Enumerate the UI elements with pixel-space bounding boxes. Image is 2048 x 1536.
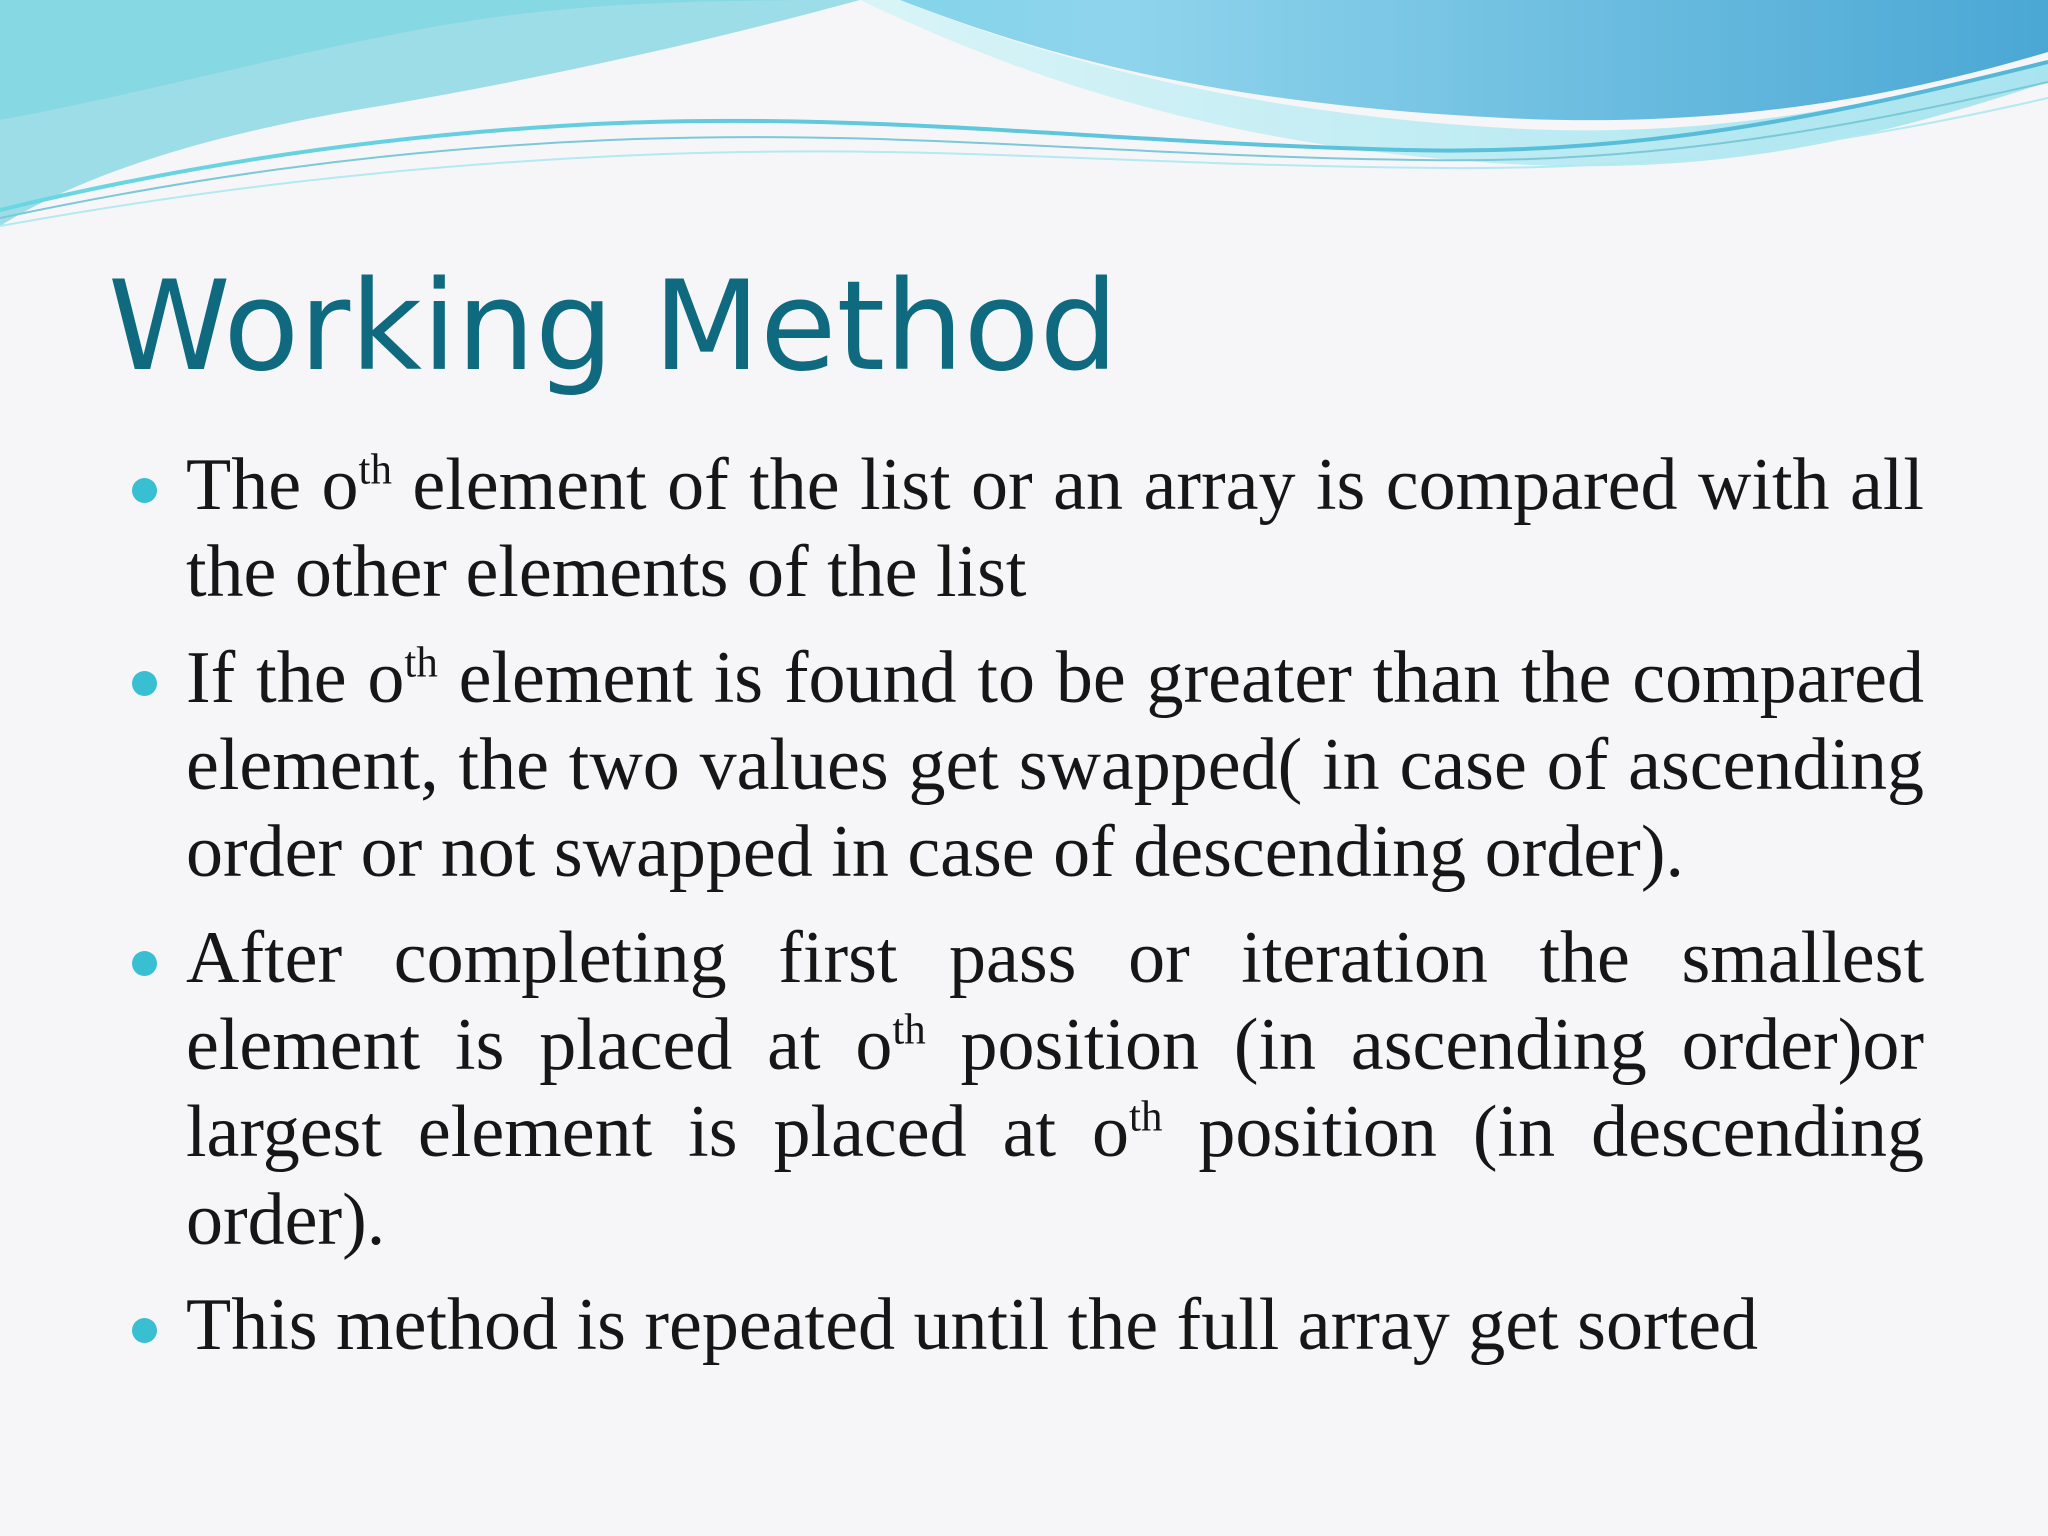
superscript-th: th <box>404 638 438 686</box>
bullet-list <box>128 442 1924 1369</box>
bullet-text: If the o <box>186 636 405 719</box>
bullet-text: After completing first pass or iteration the smallest element is placed at o <box>186 916 1924 1086</box>
bullet-dot-icon <box>132 478 157 503</box>
bullet-dot-icon <box>132 951 157 976</box>
bullet-item <box>128 442 1924 617</box>
bullet-item <box>128 1282 1924 1369</box>
bullet-dot-icon <box>132 671 157 696</box>
superscript-th: th <box>1129 1093 1163 1141</box>
bullet-text: element is found to be greater than the compared element, the two values get swapped( in case of ascending order or not swapped in case of descending order). <box>186 636 1924 894</box>
header-wave-decoration <box>0 0 2048 260</box>
bullet-item <box>128 635 1924 897</box>
bullet-text: element of the list or an array is compared with all the other elements of the list <box>186 444 1924 614</box>
bullet-text: position (in ascending order)or largest element is placed at o <box>186 1003 1924 1174</box>
superscript-th: th <box>892 1006 926 1054</box>
bullet-text: The o <box>186 444 359 526</box>
slide-title: Working Method <box>108 255 1119 399</box>
bullet-item <box>128 915 1924 1264</box>
bullet-dot-icon <box>132 1318 157 1343</box>
superscript-th: th <box>358 446 392 494</box>
bullet-text: This method is repeated until the full array get sorted <box>186 1283 1759 1366</box>
bullet-text: position (in descending order). <box>186 1091 1924 1261</box>
